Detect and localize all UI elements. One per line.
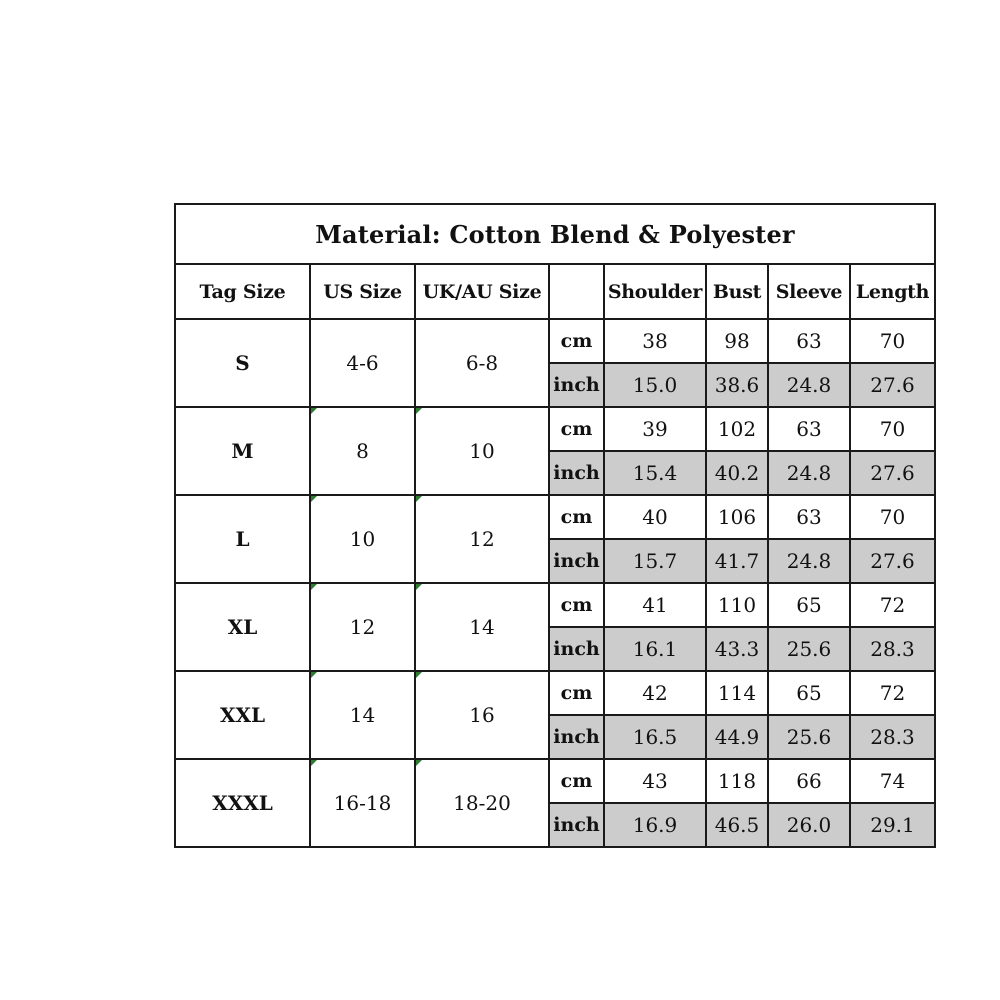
sleeve-inch-cell: 24.8 (768, 363, 850, 407)
shoulder-cm-cell: 38 (604, 319, 706, 363)
tag-size-cell: M (175, 407, 310, 495)
tag-size-cell: S (175, 319, 310, 407)
bust-inch-cell: 40.2 (706, 451, 768, 495)
title-row (175, 204, 935, 264)
us-size-cell: 8 (310, 407, 415, 495)
us-size-cell: 10 (310, 495, 415, 583)
uk-au-size-cell: 16 (415, 671, 549, 759)
header-us-size: US Size (310, 264, 415, 319)
unit-inch-label: inch (549, 627, 604, 671)
sleeve-inch-cell: 24.8 (768, 539, 850, 583)
length-cm-cell: 70 (850, 319, 935, 363)
length-cm-cell: 72 (850, 583, 935, 627)
header-row (175, 264, 935, 319)
sleeve-inch-cell: 25.6 (768, 715, 850, 759)
unit-cm-label: cm (549, 671, 604, 715)
tag-size-cell: XXL (175, 671, 310, 759)
sleeve-inch-cell: 24.8 (768, 451, 850, 495)
bust-cm-cell: 118 (706, 759, 768, 803)
uk-au-size-cell: 14 (415, 583, 549, 671)
bust-inch-cell: 44.9 (706, 715, 768, 759)
shoulder-cm-cell: 39 (604, 407, 706, 451)
shoulder-inch-cell: 15.0 (604, 363, 706, 407)
header-uk-au-size: UK/AU Size (415, 264, 549, 319)
uk-au-size-cell: 10 (415, 407, 549, 495)
length-inch-cell: 28.3 (850, 627, 935, 671)
table-row (175, 407, 935, 451)
unit-cm-label: cm (549, 495, 604, 539)
us-size-cell: 4-6 (310, 319, 415, 407)
length-inch-cell: 27.6 (850, 363, 935, 407)
us-size-cell: 14 (310, 671, 415, 759)
shoulder-cm-cell: 40 (604, 495, 706, 539)
length-cm-cell: 70 (850, 495, 935, 539)
header-tag-size: Tag Size (175, 264, 310, 319)
shoulder-inch-cell: 15.4 (604, 451, 706, 495)
bust-cm-cell: 114 (706, 671, 768, 715)
sleeve-cm-cell: 66 (768, 759, 850, 803)
unit-inch-label: inch (549, 715, 604, 759)
header-shoulder: Shoulder (604, 264, 706, 319)
uk-au-size-cell: 6-8 (415, 319, 549, 407)
bust-inch-cell: 43.3 (706, 627, 768, 671)
length-cm-cell: 70 (850, 407, 935, 451)
header-unit (549, 264, 604, 319)
tag-size-cell: XL (175, 583, 310, 671)
table-row (175, 319, 935, 363)
shoulder-inch-cell: 16.9 (604, 803, 706, 847)
header-bust: Bust (706, 264, 768, 319)
shoulder-cm-cell: 42 (604, 671, 706, 715)
unit-inch-label: inch (549, 539, 604, 583)
sleeve-cm-cell: 65 (768, 583, 850, 627)
uk-au-size-cell: 12 (415, 495, 549, 583)
bust-inch-cell: 38.6 (706, 363, 768, 407)
length-inch-cell: 29.1 (850, 803, 935, 847)
size-chart (174, 203, 936, 848)
bust-cm-cell: 110 (706, 583, 768, 627)
unit-cm-label: cm (549, 319, 604, 363)
unit-cm-label: cm (549, 759, 604, 803)
shoulder-inch-cell: 16.1 (604, 627, 706, 671)
table-row (175, 583, 935, 627)
length-inch-cell: 27.6 (850, 451, 935, 495)
us-size-cell: 16-18 (310, 759, 415, 847)
sleeve-inch-cell: 26.0 (768, 803, 850, 847)
bust-cm-cell: 98 (706, 319, 768, 363)
us-size-cell: 12 (310, 583, 415, 671)
header-sleeve: Sleeve (768, 264, 850, 319)
length-cm-cell: 74 (850, 759, 935, 803)
shoulder-cm-cell: 43 (604, 759, 706, 803)
length-inch-cell: 28.3 (850, 715, 935, 759)
sleeve-cm-cell: 63 (768, 319, 850, 363)
table-row (175, 759, 935, 803)
unit-inch-label: inch (549, 363, 604, 407)
size-table (174, 203, 936, 848)
unit-inch-label: inch (549, 803, 604, 847)
bust-cm-cell: 102 (706, 407, 768, 451)
sleeve-cm-cell: 63 (768, 495, 850, 539)
table-row (175, 495, 935, 539)
sleeve-inch-cell: 25.6 (768, 627, 850, 671)
sleeve-cm-cell: 63 (768, 407, 850, 451)
shoulder-inch-cell: 16.5 (604, 715, 706, 759)
bust-inch-cell: 46.5 (706, 803, 768, 847)
sleeve-cm-cell: 65 (768, 671, 850, 715)
unit-inch-label: inch (549, 451, 604, 495)
table-title: Material: Cotton Blend & Polyester (175, 204, 935, 264)
shoulder-cm-cell: 41 (604, 583, 706, 627)
tag-size-cell: L (175, 495, 310, 583)
length-inch-cell: 27.6 (850, 539, 935, 583)
header-length: Length (850, 264, 935, 319)
tag-size-cell: XXXL (175, 759, 310, 847)
unit-cm-label: cm (549, 583, 604, 627)
bust-cm-cell: 106 (706, 495, 768, 539)
length-cm-cell: 72 (850, 671, 935, 715)
shoulder-inch-cell: 15.7 (604, 539, 706, 583)
unit-cm-label: cm (549, 407, 604, 451)
bust-inch-cell: 41.7 (706, 539, 768, 583)
uk-au-size-cell: 18-20 (415, 759, 549, 847)
table-row (175, 671, 935, 715)
